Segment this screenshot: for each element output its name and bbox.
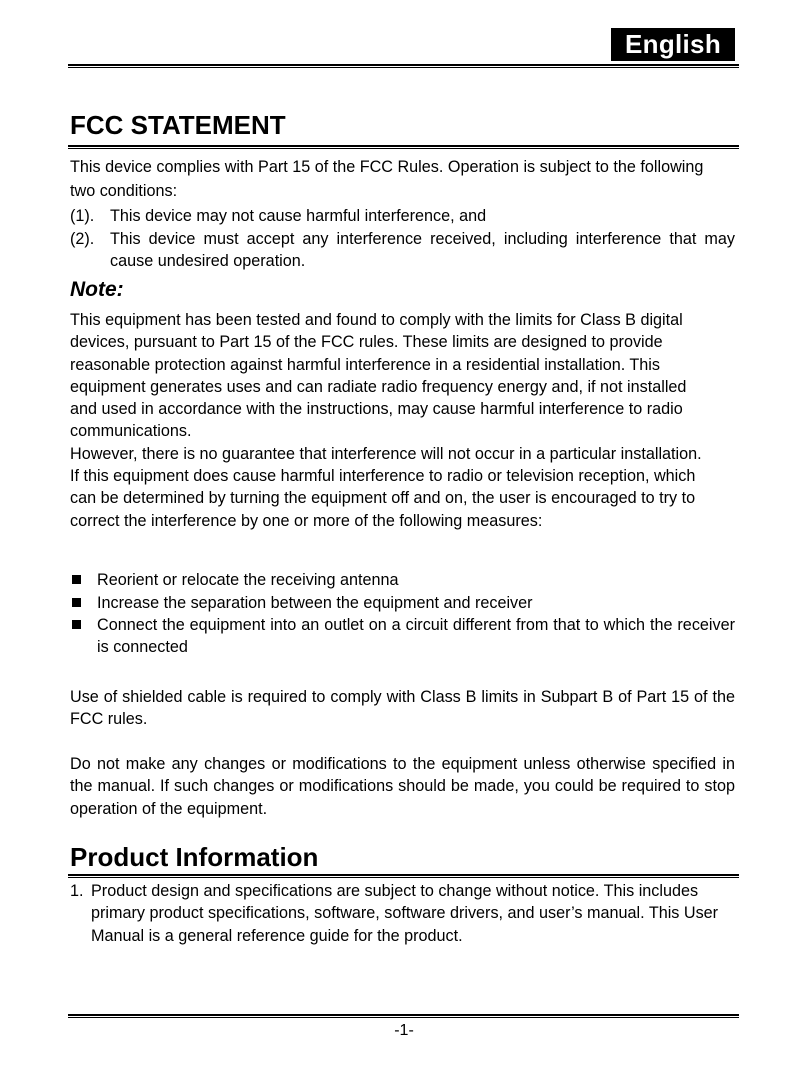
footer-rule (68, 1014, 739, 1018)
condition-text: This device may not cause harmful interference, and (110, 207, 487, 225)
measure-text: Reorient or relocate the receiving antenna (97, 571, 399, 589)
product-info-item (70, 880, 735, 947)
product-heading-rule (68, 874, 739, 878)
fcc-intro-line-1: This device complies with Part 15 of the FCC Rules. Operation is subject to the following (70, 158, 704, 176)
note-line: reasonable protection against harmful interference in a residential installation. This (70, 355, 660, 374)
measure-item (70, 569, 735, 591)
note-heading: Note: (70, 278, 124, 301)
product-item-line: Manual is a general reference guide for the product. (91, 926, 463, 945)
condition-text: This device must accept any interference received, including interference that may cause undesired operation. (110, 230, 735, 271)
condition-item (70, 228, 735, 273)
product-item-line: primary product specifications, software, software drivers, and user’s manual. This User (91, 904, 719, 923)
measure-text: Increase the separation between the equipment and receiver (97, 594, 533, 612)
square-bullet-icon (72, 575, 81, 584)
measure-item (70, 614, 735, 659)
note-line: equipment generates uses and can radiate radio frequency energy and, if not installed (70, 377, 687, 396)
product-item-number: 1. (70, 882, 84, 900)
note-line: and used in accordance with the instructions, may cause harmful interference to radio (70, 400, 683, 419)
fcc-intro (70, 156, 735, 203)
square-bullet-icon (72, 598, 81, 607)
note-body (70, 309, 735, 532)
product-information-heading: Product Information (70, 842, 319, 872)
fcc-intro-line-2: two conditions: (70, 182, 178, 201)
measure-item (70, 592, 735, 614)
square-bullet-icon (72, 620, 81, 629)
measure-text: Connect the equipment into an outlet on a circuit different from that to which the receiver is connected (97, 616, 735, 657)
note-line: However, there is no guarantee that interference will not occur in a particular installation. (70, 444, 702, 463)
note-line: This equipment has been tested and found to comply with the limits for Class B digital (70, 311, 683, 329)
fcc-statement-heading: FCC STATEMENT (70, 110, 286, 140)
modifications-paragraph: Do not make any changes or modifications to the equipment unless otherwise specified in the manual. If such changes or modifications should be made, you could be required to stop operation of the equipment. (70, 755, 735, 818)
note-line: If this equipment does cause harmful interference to radio or television reception, which (70, 467, 696, 486)
product-item-line: Product design and specifications are subject to change without notice. This includes (91, 882, 699, 900)
condition-number: (2). (70, 230, 95, 248)
note-line: devices, pursuant to Part 15 of the FCC rules. These limits are designed to provide (70, 333, 663, 352)
language-tab: English (611, 28, 735, 61)
shielded-cable-paragraph: Use of shielded cable is required to comply with Class B limits in Subpart B of Part 15 of the FCC rules. (70, 688, 735, 729)
note-line: correct the interference by one or more of the following measures: (70, 511, 543, 530)
condition-item (70, 205, 735, 227)
condition-number: (1). (70, 207, 95, 225)
fcc-heading-rule (68, 145, 739, 149)
note-line: communications. (70, 422, 192, 441)
page-number: -1- (394, 1022, 414, 1039)
note-line: can be determined by turning the equipment off and on, the user is encouraged to try to (70, 489, 696, 508)
header-rule (68, 64, 739, 68)
